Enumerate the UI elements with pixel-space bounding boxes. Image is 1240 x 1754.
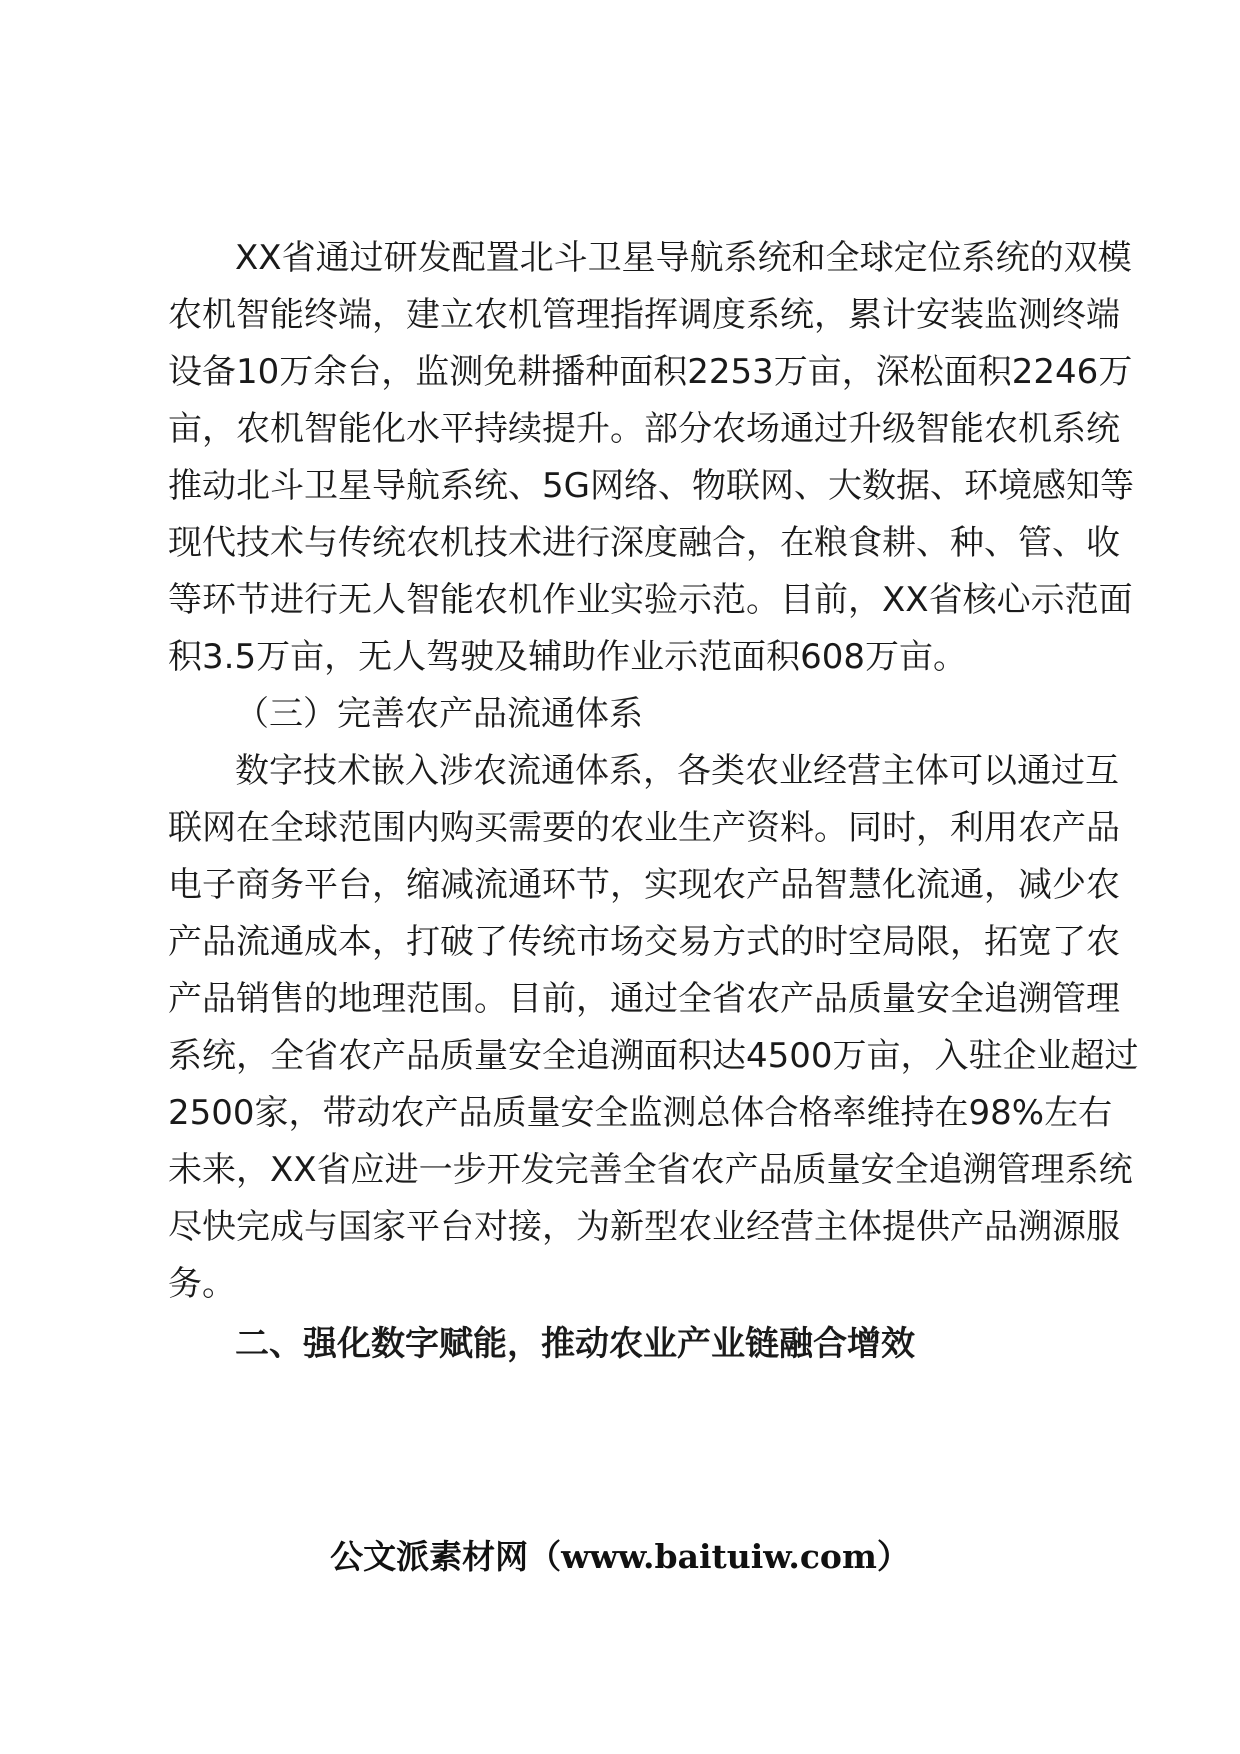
paragraph-2-line-1: 数字技术嵌入涉农流通体系，各类农业经营主体可以通过互 [235, 751, 1119, 791]
paragraph-1-line-2: 农机智能终端，建立农机管理指挥调度系统，累计安装监测终端 [168, 295, 1120, 335]
paragraph-1-line-6: 现代技术与传统农机技术进行深度融合，在粮食耕、种、管、收 [168, 523, 1120, 563]
paragraph-2-line-2: 联网在全球范围内购买需要的农业生产资料。同时，利用农产品 [168, 808, 1120, 848]
watermark-footer: 公文派素材网（www.baituiw.com） [330, 1537, 910, 1576]
paragraph-2-line-9: 尽快完成与国家平台对接，为新型农业经营主体提供产品溯源服 [168, 1207, 1120, 1247]
chapter-2-title: 二、强化数字赋能，推动农业产业链融合增效 [235, 1324, 915, 1364]
paragraph-2-line-6: 系统，全省农产品质量安全追溯面积达4500万亩，入驻企业超过 [168, 1036, 1139, 1076]
paragraph-1-line-4: 亩，农机智能化水平持续提升。部分农场通过升级智能农机系统 [168, 409, 1120, 449]
paragraph-1-line-1: XX省通过研发配置北斗卫星导航系统和全球定位系统的双模 [235, 238, 1132, 278]
paragraph-2-line-5: 产品销售的地理范围。目前，通过全省农产品质量安全追溯管理 [168, 979, 1120, 1019]
paragraph-1-line-3: 设备10万余台，监测免耕播种面积2253万亩，深松面积2246万 [168, 352, 1133, 392]
paragraph-2-line-10: 务。 [168, 1264, 236, 1304]
paragraph-2-line-4: 产品流通成本，打破了传统市场交易方式的时空局限，拓宽了农 [168, 922, 1120, 962]
paragraph-2-line-8: 未来，XX省应进一步开发完善全省农产品质量安全追溯管理系统 [168, 1150, 1133, 1190]
paragraph-1-line-8: 积3.5万亩，无人驾驶及辅助作业示范面积608万亩。 [168, 637, 967, 677]
paragraph-1-line-5: 推动北斗卫星导航系统、5G网络、物联网、大数据、环境感知等 [168, 466, 1134, 506]
section-3-title: （三）完善农产品流通体系 [235, 694, 643, 734]
paragraph-1-line-7: 等环节进行无人智能农机作业实验示范。目前，XX省核心示范面 [168, 580, 1133, 620]
paragraph-2-line-3: 电子商务平台，缩减流通环节，实现农产品智慧化流通，减少农 [168, 865, 1120, 905]
paragraph-2-line-7: 2500家，带动农产品质量安全监测总体合格率维持在98%左右 [168, 1093, 1113, 1133]
